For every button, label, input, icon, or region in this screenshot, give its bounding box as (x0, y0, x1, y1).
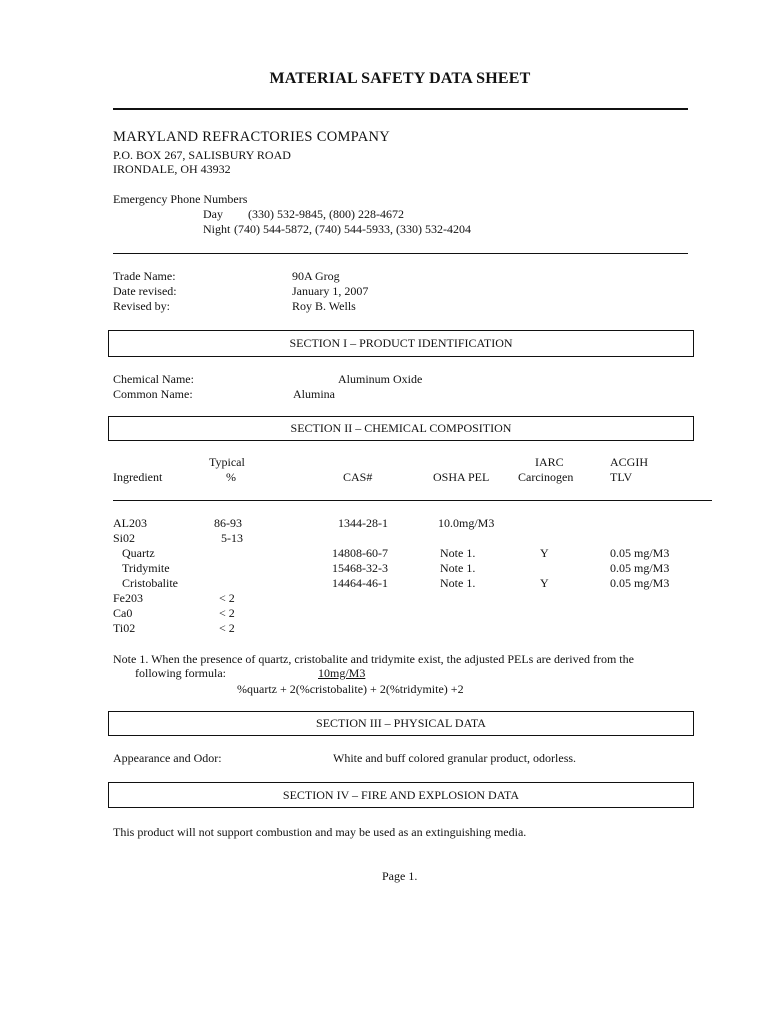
table-cell-typical: < 2 (219, 591, 235, 605)
page-number: Page 1. (382, 869, 418, 883)
table-cell-cas: 15468-32-3 (332, 561, 388, 575)
emergency-night-label: Night (203, 222, 231, 236)
table-cell-tlv: 0.05 mg/M3 (610, 546, 670, 560)
header-divider (113, 253, 688, 254)
col-header-ingredient: Ingredient (113, 470, 163, 484)
common-name-label: Common Name: (113, 387, 193, 401)
table-cell-typical: < 2 (219, 621, 235, 635)
table-cell-cas: 14808-60-7 (332, 546, 388, 560)
company-address-line1: P.O. BOX 267, SALISBURY ROAD (113, 148, 291, 162)
table-cell-ingredient: Tridymite (122, 561, 170, 575)
col-header-percent: % (226, 470, 236, 484)
table-cell-ingredient: Ca0 (113, 606, 133, 620)
table-cell-ingredient: Cristobalite (122, 576, 178, 590)
fire-explosion-text: This product will not support combustion and may be used as an extinguishing media. (113, 825, 527, 839)
note-1-line2: following formula: (135, 666, 226, 680)
col-header-tlv: TLV (610, 470, 633, 484)
table-cell-tlv: 0.05 mg/M3 (610, 576, 670, 590)
section-3-heading: SECTION III – PHYSICAL DATA (108, 711, 694, 736)
table-header-rule (113, 500, 712, 501)
revised-by-value: Roy B. Wells (292, 299, 356, 313)
table-cell-ingredient: Fe203 (113, 591, 143, 605)
table-cell-typical: 86-93 (214, 516, 242, 530)
company-name: MARYLAND REFRACTORIES COMPANY (113, 129, 391, 145)
trade-name-label: Trade Name: (113, 269, 176, 283)
emergency-day-numbers: (330) 532-9845, (800) 228-4672 (248, 207, 404, 221)
table-cell-cas: 1344-28-1 (338, 516, 388, 530)
table-cell-typical: < 2 (219, 606, 235, 620)
date-revised-label: Date revised: (113, 284, 177, 298)
table-cell-typical: 5-13 (221, 531, 243, 545)
formula-numerator: 10mg/M3 (318, 666, 366, 680)
col-header-osha: OSHA PEL (433, 470, 490, 484)
appearance-label: Appearance and Odor: (113, 751, 222, 765)
col-header-acgih: ACGIH (610, 455, 648, 469)
emergency-night-numbers: (740) 544-5872, (740) 544-5933, (330) 532-4204 (234, 222, 471, 236)
table-cell-osha: Note 1. (440, 576, 476, 590)
table-cell-cas: 14464-46-1 (332, 576, 388, 590)
revised-by-label: Revised by: (113, 299, 170, 313)
table-cell-iarc: Y (540, 576, 549, 590)
col-header-cas: CAS# (343, 470, 373, 484)
section-1-heading: SECTION I – PRODUCT IDENTIFICATION (108, 330, 694, 357)
company-address-line2: IRONDALE, OH 43932 (113, 162, 231, 176)
formula-denominator: %quartz + 2(%cristobalite) + 2(%tridymite) +2 (237, 682, 464, 696)
note-1-line1: Note 1. When the presence of quartz, cristobalite and tridymite exist, the adjusted PELs are derived from the (113, 652, 634, 666)
table-cell-osha: 10.0mg/M3 (438, 516, 495, 530)
table-cell-ingredient: AL203 (113, 516, 147, 530)
table-cell-osha: Note 1. (440, 546, 476, 560)
document-title: MATERIAL SAFETY DATA SHEET (269, 70, 531, 87)
table-cell-osha: Note 1. (440, 561, 476, 575)
table-cell-ingredient: Ti02 (113, 621, 136, 635)
emergency-day-label: Day (203, 207, 223, 221)
section-2-heading: SECTION II – CHEMICAL COMPOSITION (108, 416, 694, 441)
emergency-heading: Emergency Phone Numbers (113, 192, 248, 206)
table-cell-iarc: Y (540, 546, 549, 560)
appearance-value: White and buff colored granular product, odorless. (333, 751, 577, 765)
table-cell-tlv: 0.05 mg/M3 (610, 561, 670, 575)
table-cell-ingredient: Si02 (113, 531, 136, 545)
date-revised-value: January 1, 2007 (292, 284, 369, 298)
chemical-name-value: Aluminum Oxide (338, 372, 423, 386)
chemical-name-label: Chemical Name: (113, 372, 194, 386)
trade-name-value: 90A Grog (292, 269, 340, 283)
col-header-typical: Typical (209, 455, 245, 469)
section-4-heading: SECTION IV – FIRE AND EXPLOSION DATA (108, 782, 694, 808)
table-cell-ingredient: Quartz (122, 546, 155, 560)
col-header-carcinogen: Carcinogen (518, 470, 574, 484)
title-rule (113, 108, 688, 110)
common-name-value: Alumina (293, 387, 335, 401)
col-header-iarc: IARC (535, 455, 564, 469)
